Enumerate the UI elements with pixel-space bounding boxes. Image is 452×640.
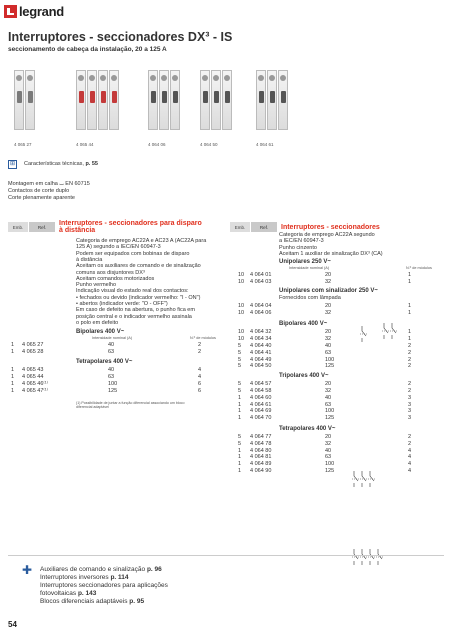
description-line: o polo em defeito [76,319,119,326]
row-modules: 4 [408,454,412,461]
row-amps: 63 [325,454,332,461]
row-amps: 40 [108,367,115,374]
section-tetrapolar: Tetrapolares 400 V~ [76,359,133,366]
page-number: 54 [8,620,17,629]
row-ref: 4 064 41 [250,349,272,356]
legrand-logo [4,2,64,20]
row-amps: 20 [325,434,332,440]
row-modules: 1 [408,329,412,336]
related-link-page: p. 114 [110,574,129,581]
row-amps: 125 [325,468,335,474]
row-emb: 5 [238,349,242,356]
row-amps: 20 [325,381,332,388]
row-ref: 4 064 06 [250,309,272,316]
row-modules: 4 [408,468,412,474]
row-ref: 4 064 80 [250,447,272,454]
row-emb: 1 [238,447,242,454]
right-section-title: Interruptores - seccionadores [281,223,380,231]
row-modules: 2 [408,388,412,394]
row-modules: 6 [198,380,202,387]
description-line: Aceitam 1 auxiliar de sinalização DX³ (CA) [279,250,383,257]
row-modules: 2 [408,356,412,363]
section-tripolar: Tripolares 400 V~ [279,373,329,380]
row-ref: 4 064 69 [250,408,272,415]
header-emb: Emb. [230,222,250,232]
row-amps: 100 [325,461,335,468]
row-ref: 4 064 58 [250,388,272,394]
row-emb: 10 [238,309,245,316]
description-line: 125 A) segundo a IEC/EN 60947-3 [76,244,161,251]
row-modules: 2 [408,440,412,447]
row-ref: 4 064 90 [250,468,272,474]
row-emb: 1 [238,401,242,408]
related-link-text: Interruptores seccionadores para aplicações [40,582,168,589]
note-line: Corte plenamente aparente [8,195,75,201]
row-ref: 4 064 61 [250,401,272,408]
row-emb: 5 [238,343,242,349]
row-emb: 1 [11,387,15,394]
row-emb: 5 [238,356,242,363]
related-link-text: Auxiliares de comando e sinalização [40,566,147,573]
description-line: posição central e o indicador vermelho assinala [76,313,192,320]
related-link-page: p. 143 [77,590,97,597]
row-ref: 4 064 70 [250,415,272,422]
product-image [200,62,232,147]
row-emb: 10 [238,329,245,336]
column-current: Intensidade nominal (A) [289,266,330,271]
header-ref: Ref. [29,222,55,232]
row-ref: 4 064 50 [250,363,272,370]
row-emb: 1 [238,454,242,461]
row-amps: 63 [108,374,115,381]
section-unipolar-lamp: Unipolares com sinalizador 250 V~ [279,288,378,295]
row-emb: 5 [238,440,242,447]
row-modules: 1 [408,336,412,343]
row-amps: 63 [325,401,332,408]
page-subtitle: seccionamento de cabeça da instalação, 20 a 125 A [8,46,167,53]
product-ref-caption: 4 064 06 [148,142,166,147]
related-link-text: Blocos diferenciais adaptáveis [40,598,130,605]
row-ref: 4 065 27 [22,341,44,348]
row-amps: 32 [325,309,332,316]
row-amps: 63 [108,348,115,355]
row-emb: 10 [238,278,245,285]
row-modules: 1 [408,271,412,278]
related-link[interactable] [40,590,168,598]
row-ref: 4 064 78 [250,440,272,447]
row-amps: 32 [325,278,332,285]
related-link-text: fotovoltaicas [40,590,78,597]
description-line: Indicação visual do estado real dos contactos: [76,288,189,295]
legrand-logo-icon [4,5,17,18]
row-ref: 4 064 57 [250,381,272,388]
row-modules: 3 [408,415,412,422]
wiring-symbol-icon [380,322,420,343]
section-unipolar: Unipolares 250 V~ [279,259,331,266]
related-link-page: p. 96 [146,566,162,573]
row-modules: 3 [408,394,412,401]
related-link[interactable] [40,582,168,590]
row-emb: 1 [238,461,242,468]
description-line: • abertos (indicador verde: "O - OFF") [76,301,168,307]
description-line: comuns aos disjuntores DX³ [76,269,145,276]
row-amps: 100 [108,380,118,387]
row-ref: 4 065 47⁽¹⁾ [22,387,48,394]
product-image [76,62,119,147]
description-line: Podem ser equipados com bobinas de disparo [76,250,190,257]
row-emb: 5 [238,381,242,388]
row-modules: 1 [408,278,412,285]
row-amps: 40 [108,341,115,348]
right-table [230,222,444,232]
row-amps: 40 [325,343,332,349]
row-emb: 10 [238,271,245,278]
product-ref-caption: 4 065 27 [14,142,32,147]
row-modules: 2 [408,381,412,388]
product-ref-caption: 4 064 50 [200,142,218,147]
row-emb: 1 [11,367,15,374]
brand-name: legrand [19,3,64,19]
row-modules: 2 [198,348,202,355]
row-ref: 4 065 43 [22,367,44,374]
row-amps: 125 [325,415,335,422]
row-modules: 4 [198,374,202,381]
row-amps: 100 [325,408,335,415]
product-image [14,62,35,147]
row-ref: 4 065 28 [22,348,44,355]
row-modules: 2 [408,434,412,440]
product-image [256,62,288,147]
row-ref: 4 064 34 [250,336,272,343]
description-line: a IEC/EN 60947-3 [279,238,324,245]
row-emb: 5 [238,388,242,394]
left-table [8,222,218,232]
technical-specs-link[interactable]: Características técnicas, p. 55 [24,161,98,167]
row-ref: 4 064 04 [250,302,272,309]
related-link[interactable] [40,574,168,582]
note-line: Montagem em calha ⌴ EN 60715 [8,181,90,187]
row-emb: 1 [11,341,15,348]
row-ref: 4 064 01 [250,271,272,278]
row-modules: 2 [408,363,412,370]
column-modules: N.º de módulos [190,336,216,341]
row-modules: 4 [408,447,412,454]
row-emb: 1 [238,394,242,401]
description-line: Categoria de emprego AC22A e AC23 A (AC22A para [76,238,207,244]
row-modules: 2 [408,343,412,349]
row-modules: 4 [198,367,202,374]
mounting-notes [8,181,90,202]
row-emb: 1 [238,468,242,474]
left-section-title: Interruptores - seccionadores para disparo à distância [59,220,202,234]
row-amps: 20 [325,302,332,309]
row-ref: 4 065 44 [22,374,44,381]
related-link[interactable] [40,566,168,574]
note-line: Contactos de corte duplo [8,188,70,194]
divider [8,555,444,556]
row-emb: 1 [238,415,242,422]
description-line: Punho cinzento [279,244,317,251]
column-modules: N.º de módulos [406,266,432,271]
product-ref-caption: 4 065 44 [76,142,94,147]
row-amps: 125 [108,387,118,394]
row-modules: 2 [198,341,202,348]
row-amps: 32 [325,440,332,447]
wiring-symbol-icon [350,470,390,488]
row-emb: 10 [238,336,245,343]
row-amps: 20 [325,271,332,278]
row-modules: 3 [408,401,412,408]
related-link[interactable] [40,598,168,606]
related-link-text: Interruptores inversores [40,574,111,581]
description-line: Aceitam comandos motorizados [76,275,155,282]
subsection-note: Fornecidos com lâmpada [279,294,341,301]
row-emb: 5 [238,363,242,370]
row-modules: 6 [198,387,202,394]
product-images [14,62,414,147]
row-emb: 1 [11,374,15,381]
row-modules: 1 [408,302,412,309]
row-amps: 40 [325,447,332,454]
row-ref: 4 064 77 [250,434,272,440]
row-ref: 4 064 60 [250,394,272,401]
row-amps: 100 [325,356,335,363]
section-bipolar: Bipolares 400 V~ [279,321,328,328]
footnote: diferencial adaptável [76,405,109,410]
column-current: Intensidade nominal (A) [92,336,133,341]
row-modules: 1 [408,309,412,316]
wiring-symbol-icon [350,548,390,566]
row-modules: 2 [408,349,412,356]
row-ref: 4 064 32 [250,329,272,336]
related-links [40,566,168,606]
section-bipolar: Bipolares 400 V~ [76,329,125,336]
row-ref: 4 064 89 [250,461,272,468]
row-modules: 4 [408,461,412,468]
row-amps: 32 [325,388,332,394]
row-amps: 125 [325,363,335,370]
row-ref: 4 064 49 [250,356,272,363]
header-emb: Emb. [8,222,28,232]
product-ref-caption: 4 064 61 [256,142,274,147]
row-emb: 10 [238,302,245,309]
section-tetrapolar: Tetrapolares 400 V~ [279,426,336,432]
row-ref: 4 064 81 [250,454,272,461]
description-line: à distância [76,256,103,263]
page-title: Interruptores - seccionadores DX³ - IS [8,30,233,44]
row-emb: 1 [238,408,242,415]
row-amps: 63 [325,349,332,356]
description-line: Categoria de emprego AC22A segundo [279,232,375,238]
row-emb: 1 [11,348,15,355]
description-line: Punho vermelho [76,282,117,289]
row-amps: 32 [325,336,332,343]
related-link-page: p. 95 [129,598,145,605]
description-line: • fechados ou devido (indicador vermelho: "I - ON") [76,294,201,301]
row-ref: 4 064 40 [250,343,272,349]
footnote: (1) Possibilidade de juntar a função diferencial associando um bloco [76,400,185,405]
row-amps: 40 [325,394,332,401]
header-ref: Ref. [251,222,277,232]
row-emb: 1 [11,380,15,387]
product-image [148,62,180,147]
row-ref: 4 065 46⁽¹⁾ [22,380,48,387]
technical-specs-icon: ⊞ [9,161,16,167]
description-line: Aceitam os auxiliares de comando e de sinalização [76,263,201,270]
row-emb: 5 [238,434,242,440]
row-amps: 20 [325,329,332,336]
row-modules: 3 [408,408,412,415]
row-ref: 4 064 03 [250,278,272,285]
plus-icon: ✚ [22,563,33,577]
description-line: Em caso de defeito na abertura, o punho fica em [76,307,195,314]
